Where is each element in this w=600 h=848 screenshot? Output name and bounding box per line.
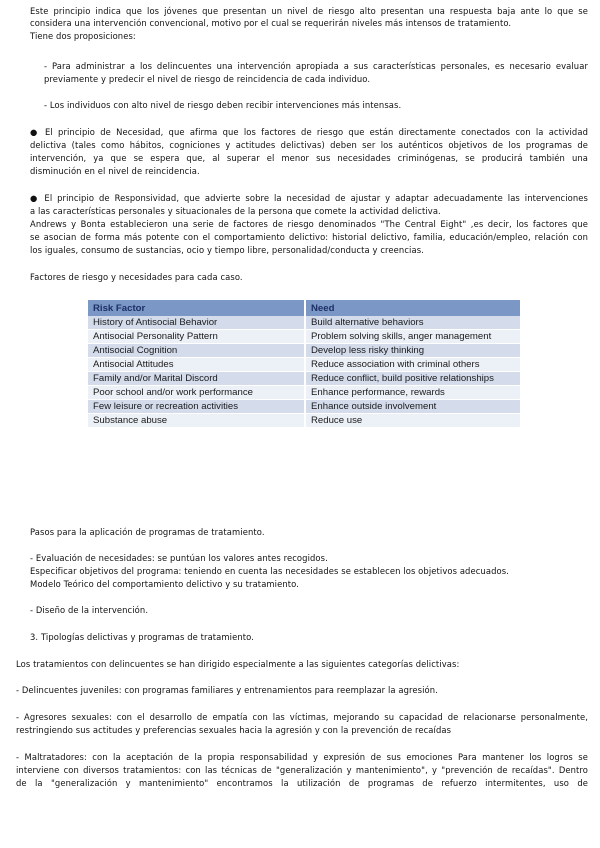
text-line: Andrews y Bonta establecieron una serie de factores de riesgo denominados "The Central Eight" ,es decir, los factores que xyxy=(30,219,588,229)
need-cell: Reduce conflict, build positive relationships xyxy=(305,372,520,386)
risk-factor-cell: History of Antisocial Behavior xyxy=(88,316,305,330)
text-line: intervención, ya que se espera que, al superar el menor sus necesidades criminógenas, se producirá también una xyxy=(30,153,588,163)
text-line: interviene con diversos tratamientos: con las técnicas de "generalización y mantenimiento", y "prevención de recaídas". Dentro xyxy=(16,765,588,775)
text-line: - Maltratadores: con la aceptación de la propia responsabilidad y expresión de sus emociones Para mantener los logros se xyxy=(16,752,588,762)
need-cell: Problem solving skills, anger management xyxy=(305,330,520,344)
text-line: disminución en el nivel de reincidencia. xyxy=(30,166,200,176)
tipologias-heading: 3. Tipologías delictivas y programas de tratamiento. xyxy=(30,632,254,642)
risk-factor-cell: Substance abuse xyxy=(88,414,305,428)
table-row xyxy=(88,316,520,330)
text-line: - Para administrar a los delincuentes una intervención apropiada a sus características personales, es necesario evaluar xyxy=(44,61,588,71)
need-cell: Enhance outside involvement xyxy=(305,400,520,414)
table-row xyxy=(88,414,520,428)
pasos-heading: Pasos para la aplicación de programas de tratamiento. xyxy=(30,527,265,537)
table-header-row xyxy=(88,300,520,316)
text-line: de la "generalización y mantenimiento" encontramos la utilización de programas de refuerzo intermitentes, uso de xyxy=(16,778,588,788)
diseno-item: - Diseño de la intervención. xyxy=(30,605,149,615)
text-line: Tiene dos proposiciones: xyxy=(30,31,136,41)
need-cell: Build alternative behaviors xyxy=(305,316,520,330)
need-cell: Develop less risky thinking xyxy=(305,344,520,358)
text-line: ● El principio de Necesidad, que afirma que los factores de riesgo que están directamente conectados con la actividad xyxy=(30,127,588,137)
risk-need-table xyxy=(88,300,520,427)
text-line: a las características personales y situacionales de la persona que comete la actividad delictiva. xyxy=(30,206,441,216)
table-row xyxy=(88,358,520,372)
need-cell: Reduce association with criminal others xyxy=(305,358,520,372)
text-line: - Evaluación de necesidades: se puntúan los valores antes recogidos. xyxy=(30,553,328,563)
text-line: delictiva (tales como hábitos, cogniciones y actitudes delictivas) deben ser los auténticos objetivos de los programas de xyxy=(30,140,588,150)
risk-factor-cell: Few leisure or recreation activities xyxy=(88,400,305,414)
text-line: los iguales, consumo de sustancias, ocio y tiempo libre, personalidad/conducta y creencias. xyxy=(30,245,424,255)
juveniles-item: - Delincuentes juveniles: con programas familiares y entrenamientos para reemplazar la agresión. xyxy=(16,685,438,695)
table-row xyxy=(88,372,520,386)
factores-heading: Factores de riesgo y necesidades para cada caso. xyxy=(30,272,243,282)
column-header-risk-factor: Risk Factor xyxy=(88,300,305,316)
risk-factor-cell: Antisocial Attitudes xyxy=(88,358,305,372)
need-cell: Enhance performance, rewards xyxy=(305,386,520,400)
column-header-need: Need xyxy=(305,300,520,316)
tratamientos-intro: Los tratamientos con delincuentes se han dirigido especialmente a las siguientes categorías delictivas: xyxy=(16,659,460,669)
risk-factor-cell: Antisocial Personality Pattern xyxy=(88,330,305,344)
table-row xyxy=(88,400,520,414)
risk-factor-cell: Antisocial Cognition xyxy=(88,344,305,358)
need-cell: Reduce use xyxy=(305,414,520,428)
risk-factor-cell: Poor school and/or work performance xyxy=(88,386,305,400)
text-line: previamente y predecir el nivel de riesgo de reincidencia de cada individuo. xyxy=(44,74,371,84)
text-line: - Agresores sexuales: con el desarrollo de empatía con las víctimas, mejorando su capacidad de relacionarse personalmente, xyxy=(16,712,588,722)
text-line: ● El principio de Responsividad, que advierte sobre la necesidad de ajustar y adaptar adecuadamente las intervenciones xyxy=(30,193,588,203)
proposition-2: - Los individuos con alto nivel de riesgo deben recibir intervenciones más intensas. xyxy=(44,100,402,110)
text-line: considera una intervención convencional, motivo por el cual se requerirán niveles más intensos de tratamiento. xyxy=(30,18,512,28)
risk-need-table-grid xyxy=(88,300,520,427)
risk-factor-cell: Family and/or Marital Discord xyxy=(88,372,305,386)
text-line: Este principio indica que los jóvenes que presentan un nivel de riesgo alto presentan una respuesta baja ante lo que se xyxy=(30,6,588,16)
text-line: se asocian de forma más potente con el comportamiento delictivo: historial delictivo, familia, educación/empleo, relación con xyxy=(30,232,588,242)
text-line: Especificar objetivos del programa: teniendo en cuenta las necesidades se establecen los objetivos adecuados. xyxy=(30,566,509,576)
table-row xyxy=(88,330,520,344)
text-line: Modelo Teórico del comportamiento delictivo y su tratamiento. xyxy=(30,579,299,589)
table-row xyxy=(88,344,520,358)
text-line: restringiendo sus actitudes y preferencias sexuales hacia la agresión y con la prevención de recaídas xyxy=(16,725,452,735)
table-row xyxy=(88,386,520,400)
